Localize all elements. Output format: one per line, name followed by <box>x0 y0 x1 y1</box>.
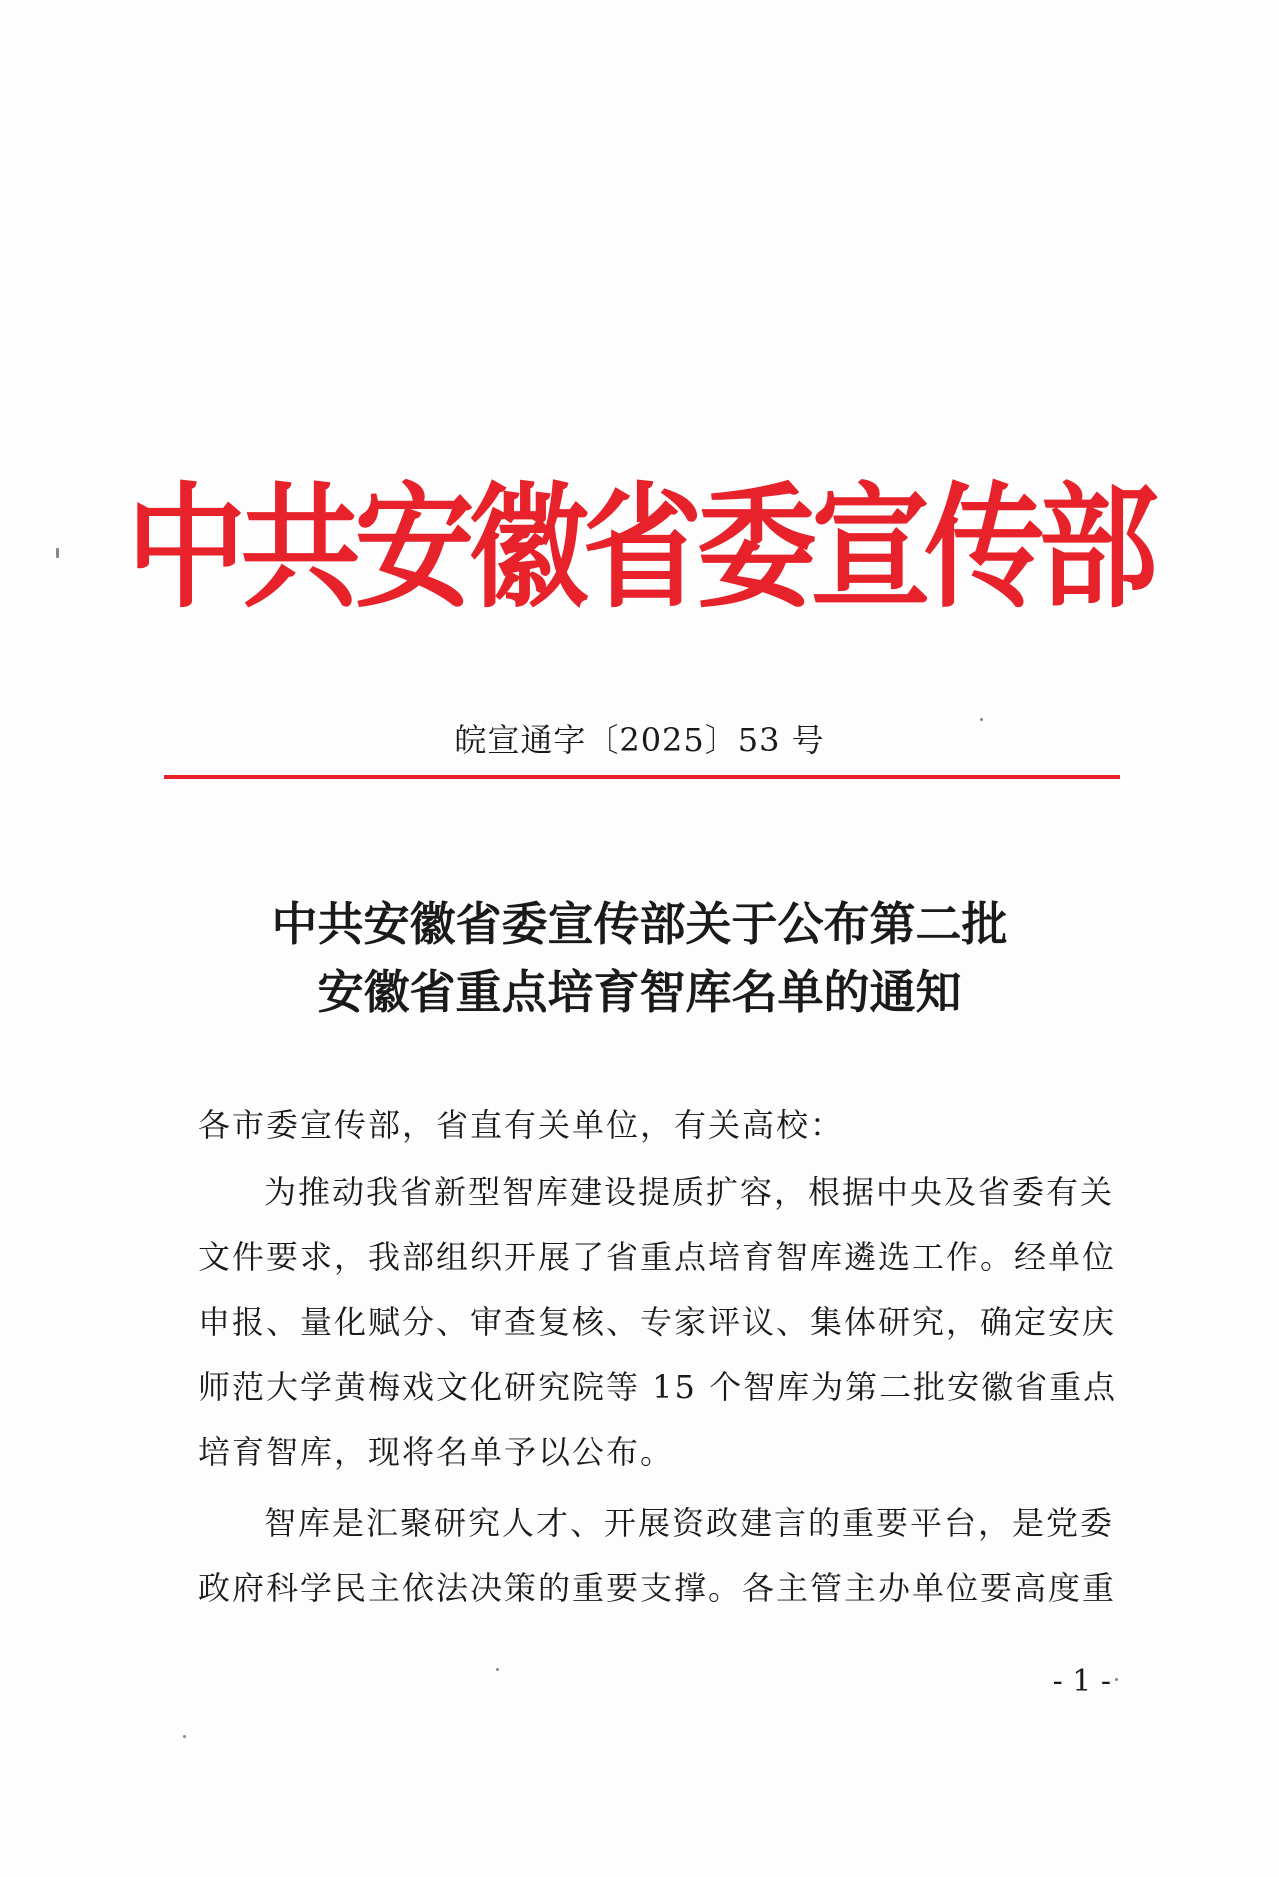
body-text <box>198 1160 1118 1621</box>
notice-title-line-1: 中共安徽省委宣传部关于公布第二批 <box>271 897 1008 951</box>
notice-title <box>0 890 1279 1026</box>
issuer-header-text: 中共安徽省委宣传部 <box>126 471 1153 627</box>
body-line: 申报、量化赋分、审查复核、专家评议、集体研究，确定安庆 <box>198 1303 1117 1341</box>
body-line: 为推动我省新型智库建设提质扩容，根据中央及省委有关 <box>264 1173 1115 1211</box>
salutation: 各市委宣传部，省直有关单位，有关高校： <box>198 1106 845 1144</box>
page-number: - 1 - <box>1052 1664 1111 1699</box>
body-line: 文件要求，我部组织开展了省重点培育智库遴选工作。经单位 <box>198 1238 1117 1276</box>
body-line: 政府科学民主依法决策的重要支撑。各主管主办单位要高度重 <box>198 1569 1117 1607</box>
body-line: 师范大学黄梅戏文化研究院等 15 个智库为第二批安徽省重点 <box>198 1368 1118 1406</box>
document-number: 皖宣通字〔2025〕53 号 <box>454 721 825 759</box>
body-line: 智库是汇聚研究人才、开展资政建言的重要平台，是党委 <box>264 1504 1115 1542</box>
notice-title-line-2: 安徽省重点培育智库名单的通知 <box>317 965 962 1019</box>
red-divider-line <box>164 775 1120 779</box>
body-line: 培育智库，现将名单予以公布。 <box>198 1433 675 1471</box>
issuer-header <box>0 460 1279 639</box>
